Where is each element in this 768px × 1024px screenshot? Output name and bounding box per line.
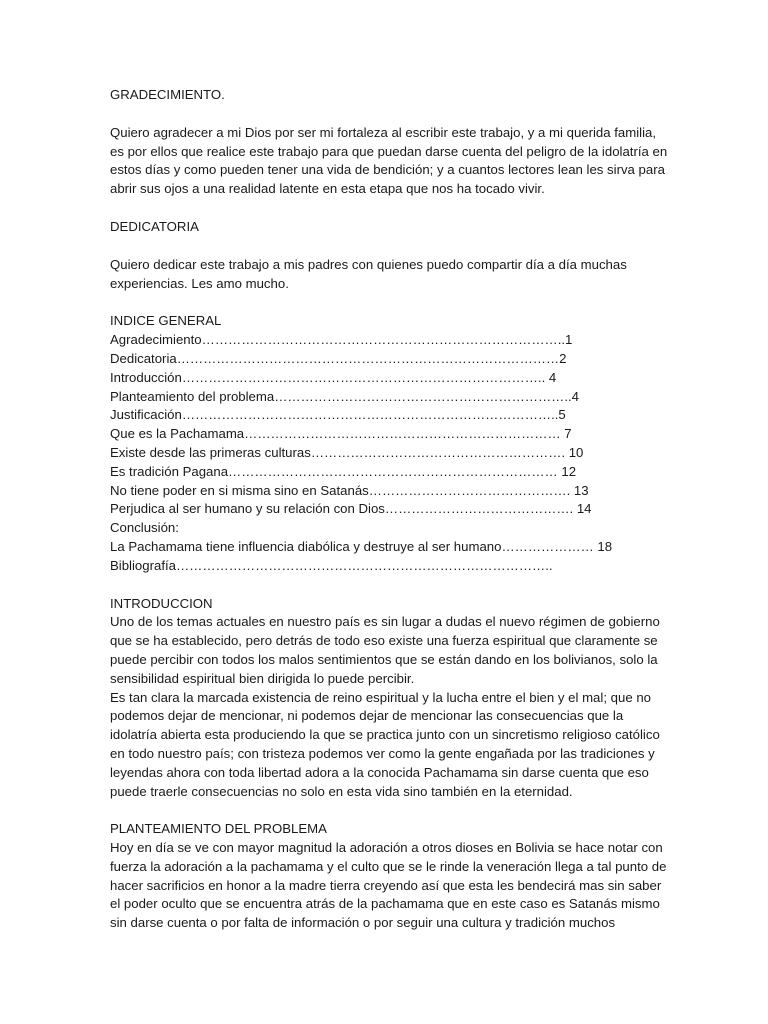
document-page	[110, 86, 670, 933]
introduccion-line: puede traerle consecuencias no solo en esta vida sino también en la eternidad.	[110, 783, 573, 799]
dedicatoria-line: Quiero dedicar este trabajo a mis padres con quienes puedo compartir día a día muchas	[110, 256, 627, 272]
dedicatoria-line: experiencias. Les amo mucho.	[110, 275, 289, 291]
toc-item-planteamiento: Planteamiento del problema…………………………………………………………..4	[110, 388, 579, 404]
introduccion-heading: INTRODUCCION	[110, 595, 213, 611]
agradecimiento-line: abrir sus ojos a una realidad latente en esta etapa que nos ha tocado vivir.	[110, 181, 545, 197]
toc-item-bibliografia: Bibliografía…………………………………………………………………………..	[110, 557, 553, 573]
toc-item-conclusion: Conclusión:	[110, 520, 179, 536]
introduccion-line: Uno de los temas actuales en nuestro país es sin lugar a dudas el nuevo régimen de gobierno	[110, 614, 660, 630]
spacer	[110, 105, 670, 124]
introduccion-line: que se ha establecido, pero detrás de todo eso existe una fuerza espiritual que claramente se	[110, 633, 658, 649]
toc-item-dedicatoria: Dedicatoria……………………………………………………………………………2	[110, 350, 567, 366]
spacer	[110, 576, 670, 595]
introduccion-line: leyendas ahora con toda libertad adora a la conocida Pachamama sin darse cuenta que eso	[110, 764, 649, 780]
toc-item-satanas: No tiene poder en si misma sino en Satanás………………………………………. 13	[110, 482, 589, 498]
toc-item-introduccion: Introducción……………………………………………………………………….. 4	[110, 369, 557, 385]
dedicatoria-heading: DEDICATORIA	[110, 218, 199, 234]
spacer	[110, 199, 670, 218]
planteamiento-line: fuerza la adoración a la pachamama y el culto que se le rinde la veneración llega a tal punto de	[110, 858, 667, 874]
introduccion-line: Es tan clara la marcada existencia de reino espiritual y la lucha entre el bien y el mal; que no	[110, 689, 651, 705]
toc-item-influencia: La Pachamama tiene influencia diabólica y destruye al ser humano………………… 18	[110, 538, 613, 554]
toc-item-tradicion: Es tradición Pagana………………………………………………………………… 12	[110, 463, 577, 479]
agradecimiento-line: Quiero agradecer a mi Dios por ser mi fortaleza al escribir este trabajo, y a mi querida familia,	[110, 124, 657, 140]
toc-item-perjudica: Perjudica al ser humano y su relación con Dios……………………………………. 14	[110, 501, 592, 517]
indice-heading: INDICE GENERAL	[110, 313, 222, 329]
spacer	[110, 237, 670, 256]
introduccion-line: podemos dejar de mencionar, ni podemos dejar de mencionar las consecuencias que la	[110, 708, 624, 724]
toc-item-justificacion: Justificación…………………………………………………………………………..5	[110, 407, 566, 423]
planteamiento-heading: PLANTEAMIENTO DEL PROBLEMA	[110, 821, 327, 837]
planteamiento-line: sin darse cuenta o por falta de información o por seguir una cultura y tradición muchos	[110, 915, 616, 931]
introduccion-line: sensibilidad espiritual bien dirigida lo puede percibir.	[110, 670, 415, 686]
introduccion-line: idolatría abierta esta produciendo la que se practica junto con un sincretismo religioso católico	[110, 727, 660, 743]
agradecimiento-line: es por ellos que realice este trabajo para que puedan darse cuenta del peligro de la idolatría en	[110, 143, 668, 159]
agradecimiento-line: estos días y como pueden tener una vida de bendición; y a cuantos lectores lean les sirva para	[110, 162, 665, 178]
toc-item-agradecimiento: Agradecimiento………………………………………………………………………..1	[110, 332, 573, 348]
planteamiento-line: Hoy en día se ve con mayor magnitud la adoración a otros dioses en Bolivia se hace notar con	[110, 840, 663, 856]
spacer	[110, 801, 670, 820]
planteamiento-line: hacer sacrificios en honor a la madre tierra creyendo así que esta les bendecirá mas sin saber	[110, 877, 662, 893]
planteamiento-line: el poder oculto que se encuentra atrás de la pachamama que en este caso es Satanás mismo	[110, 896, 660, 912]
toc-item-pachamama: Que es la Pachamama……………………………………………………………… 7	[110, 426, 572, 442]
introduccion-line: en todo nuestro país; con tristeza podemos ver como la gente engañada por las tradiciones y	[110, 745, 655, 761]
agradecimiento-heading: GRADECIMIENTO.	[110, 87, 225, 102]
spacer	[110, 293, 670, 312]
introduccion-line: puede percibir con todos los malos sentimientos que se están dando en los bolivianos, solo la	[110, 651, 658, 667]
toc-item-culturas: Existe desde las primeras culturas…………………………………………………. 10	[110, 444, 584, 460]
